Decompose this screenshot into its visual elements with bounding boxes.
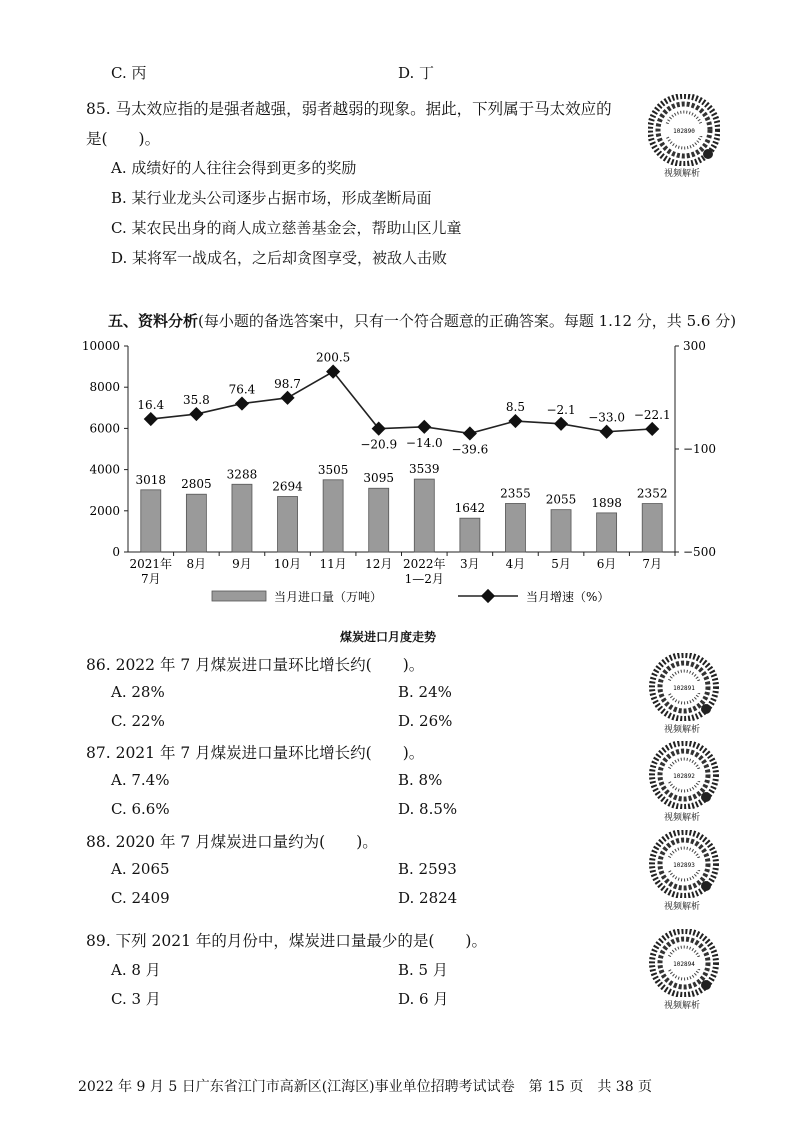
legend-bar-label: 当月进口量（万吨） (274, 590, 383, 604)
question-stem: 89. 下列 2021 年的月份中，煤炭进口量最少的是( )。 (86, 932, 487, 950)
growth-value-label: 200.5 (315, 350, 351, 365)
bar-value-label: 3288 (226, 467, 258, 482)
question-stem: 86. 2022 年 7 月煤炭进口量环比增长约( )。 (86, 656, 425, 674)
growth-value-label: 16.4 (137, 398, 165, 413)
qr-code-icon (648, 830, 720, 898)
option-c: C. 3 月 (111, 990, 161, 1008)
growth-point (600, 425, 614, 439)
q85-option-c: C. 某农民出身的商人成立慈善基金会，帮助山区儿童 (111, 219, 462, 237)
bar (505, 503, 525, 552)
growth-point (144, 412, 158, 426)
x-tick-label: 8月 (186, 557, 207, 571)
qr-code-number: 102890 (673, 128, 695, 135)
x-tick-label: 5月 (551, 557, 571, 571)
bar-value-label: 2694 (272, 479, 303, 494)
qr-code-number: 102891 (673, 685, 695, 692)
bar (278, 497, 298, 552)
chart-axes (82, 339, 716, 586)
q85-stem-line1: 85. 马太效应指的是强者越强，弱者越弱的现象。据此，下列属于马太效应的 (86, 100, 612, 118)
x-tick-label: 10月 (273, 557, 302, 571)
growth-point (417, 420, 431, 434)
bar-value-label: 2805 (181, 477, 212, 492)
qr-label-q85: 视频解析 (663, 169, 700, 179)
growth-line-series (137, 351, 670, 457)
growth-value-label: −22.1 (633, 407, 671, 422)
legend-line-label: 当月增速（%） (526, 590, 610, 604)
x-tick-label: 11月 (319, 557, 347, 571)
bar (232, 484, 252, 552)
section-title: 五、资料分析 (108, 312, 199, 330)
option-c: C. 6.6% (111, 800, 170, 818)
right-tick-label: −100 (683, 442, 716, 456)
bar (323, 480, 343, 552)
growth-value-label: 98.7 (274, 376, 301, 391)
growth-value-label: −14.0 (405, 435, 443, 450)
bar-value-label: 2352 (636, 486, 668, 501)
growth-point (508, 414, 522, 428)
qr-code-icon (648, 653, 720, 721)
qr-code-q87[interactable] (648, 741, 720, 809)
qr-code-number: 102893 (673, 862, 695, 869)
option-c: C. 22% (111, 712, 165, 730)
bar (141, 490, 161, 552)
x-tick-label: 12月 (365, 557, 393, 571)
bar-value-label: 1642 (454, 501, 486, 516)
q85-stem-line2: 是( )。 (86, 130, 161, 148)
bar-value-label: 3539 (409, 462, 440, 477)
bar (186, 494, 206, 552)
option-b: B. 24% (398, 683, 452, 701)
growth-point (235, 397, 249, 411)
growth-value-label: −39.6 (451, 442, 489, 457)
growth-value-label: −20.9 (360, 437, 398, 452)
q85-option-d: D. 某将军一战成名，之后却贪图享受，被敌人击败 (111, 249, 448, 267)
growth-point (645, 422, 659, 436)
left-tick-label: 6000 (89, 421, 120, 436)
qr-label: 视频解析 (663, 725, 700, 735)
left-tick-label: 2000 (89, 503, 120, 518)
chart-title: 煤炭进口月度走势 (340, 630, 437, 644)
x-tick-label: 4月 (505, 557, 526, 571)
x-tick-label: 7月 (642, 557, 663, 571)
option-b: B. 5 月 (398, 961, 448, 979)
option-b: B. 2593 (398, 860, 457, 878)
right-tick-label: 300 (683, 339, 706, 353)
qr-code-number: 102894 (673, 961, 695, 968)
option-b: B. 8% (398, 771, 443, 789)
qr-code-icon (648, 741, 720, 809)
bar (642, 504, 662, 552)
qr-code-q89[interactable] (648, 929, 720, 997)
qr-code-number: 102892 (673, 773, 695, 780)
growth-point (280, 391, 294, 405)
option-a: A. 2065 (111, 860, 170, 878)
x-tick-label: 9月 (232, 557, 252, 571)
x-tick-label: 6月 (596, 557, 617, 571)
growth-value-label: 8.5 (505, 400, 526, 415)
bar (414, 479, 434, 552)
q84-option-d: D. 丁 (398, 64, 435, 82)
right-tick-label: −500 (683, 545, 716, 559)
qr-code-q85[interactable] (648, 94, 720, 166)
q85-option-b: B. 某行业龙头公司逐步占据市场，形成垄断局面 (111, 189, 432, 207)
bar-value-label: 3095 (363, 471, 394, 486)
bar-value-label: 2355 (500, 486, 531, 501)
qr-label: 视频解析 (663, 902, 700, 912)
bar (597, 513, 617, 552)
bar-value-label: 3505 (317, 462, 349, 477)
question-stem: 87. 2021 年 7 月煤炭进口量环比增长约( )。 (86, 744, 425, 762)
x-tick-label: 2022年 1—2月 (403, 557, 446, 586)
bar-value-label: 3018 (135, 472, 167, 487)
qr-code-q86[interactable] (648, 653, 720, 721)
page-footer: 2022 年 9 月 5 日广东省江门市高新区(江海区)事业单位招聘考试试卷 第 15 页 共 38 页 (78, 1079, 653, 1095)
qr-label: 视频解析 (663, 1001, 700, 1011)
option-a: A. 8 月 (111, 961, 161, 979)
q85-option-a: A. 成绩好的人往往会得到更多的奖励 (111, 159, 357, 177)
bar-value-label: 2055 (545, 492, 577, 507)
bar-value-label: 1898 (591, 495, 622, 510)
x-tick-label: 3月 (460, 557, 480, 571)
option-c: C. 2409 (111, 889, 170, 907)
growth-value-label: 76.4 (228, 382, 256, 397)
left-tick-label: 4000 (89, 462, 120, 477)
option-d: D. 2824 (398, 889, 458, 907)
growth-point (463, 426, 477, 440)
growth-value-label: −33.0 (588, 410, 626, 425)
x-tick-label: 2021年 7月 (129, 557, 173, 586)
section-header (108, 310, 736, 331)
left-tick-label: 10000 (81, 339, 120, 353)
q84-option-c: C. 丙 (111, 64, 147, 82)
bar (460, 518, 480, 552)
option-d: D. 6 月 (398, 990, 449, 1008)
qr-code-icon (648, 929, 720, 997)
bar (551, 510, 571, 552)
left-tick-label: 0 (112, 545, 120, 559)
qr-code-icon (648, 94, 720, 166)
coal-import-chart (80, 336, 720, 626)
option-d: D. 26% (398, 712, 453, 730)
bar (369, 488, 389, 552)
growth-value-label: 35.8 (183, 393, 210, 408)
question-stem: 88. 2020 年 7 月煤炭进口量约为( )。 (86, 833, 378, 851)
left-tick-label: 8000 (89, 380, 120, 395)
chart-legend (212, 589, 609, 604)
growth-line (151, 372, 652, 434)
legend-line-marker (481, 589, 495, 603)
growth-point (554, 417, 568, 431)
qr-code-q88[interactable] (648, 830, 720, 898)
legend-bar-swatch (212, 591, 266, 601)
option-d: D. 8.5% (398, 800, 458, 818)
bar-series (136, 462, 668, 552)
option-a: A. 28% (111, 683, 165, 701)
growth-value-label: −2.1 (546, 402, 576, 417)
option-a: A. 7.4% (111, 771, 170, 789)
growth-point (189, 407, 203, 421)
section-note: (每小题的备选答案中，只有一个符合题意的正确答案。每题 1.12 分，共 5.6 分) (198, 312, 737, 330)
qr-label: 视频解析 (663, 813, 700, 823)
